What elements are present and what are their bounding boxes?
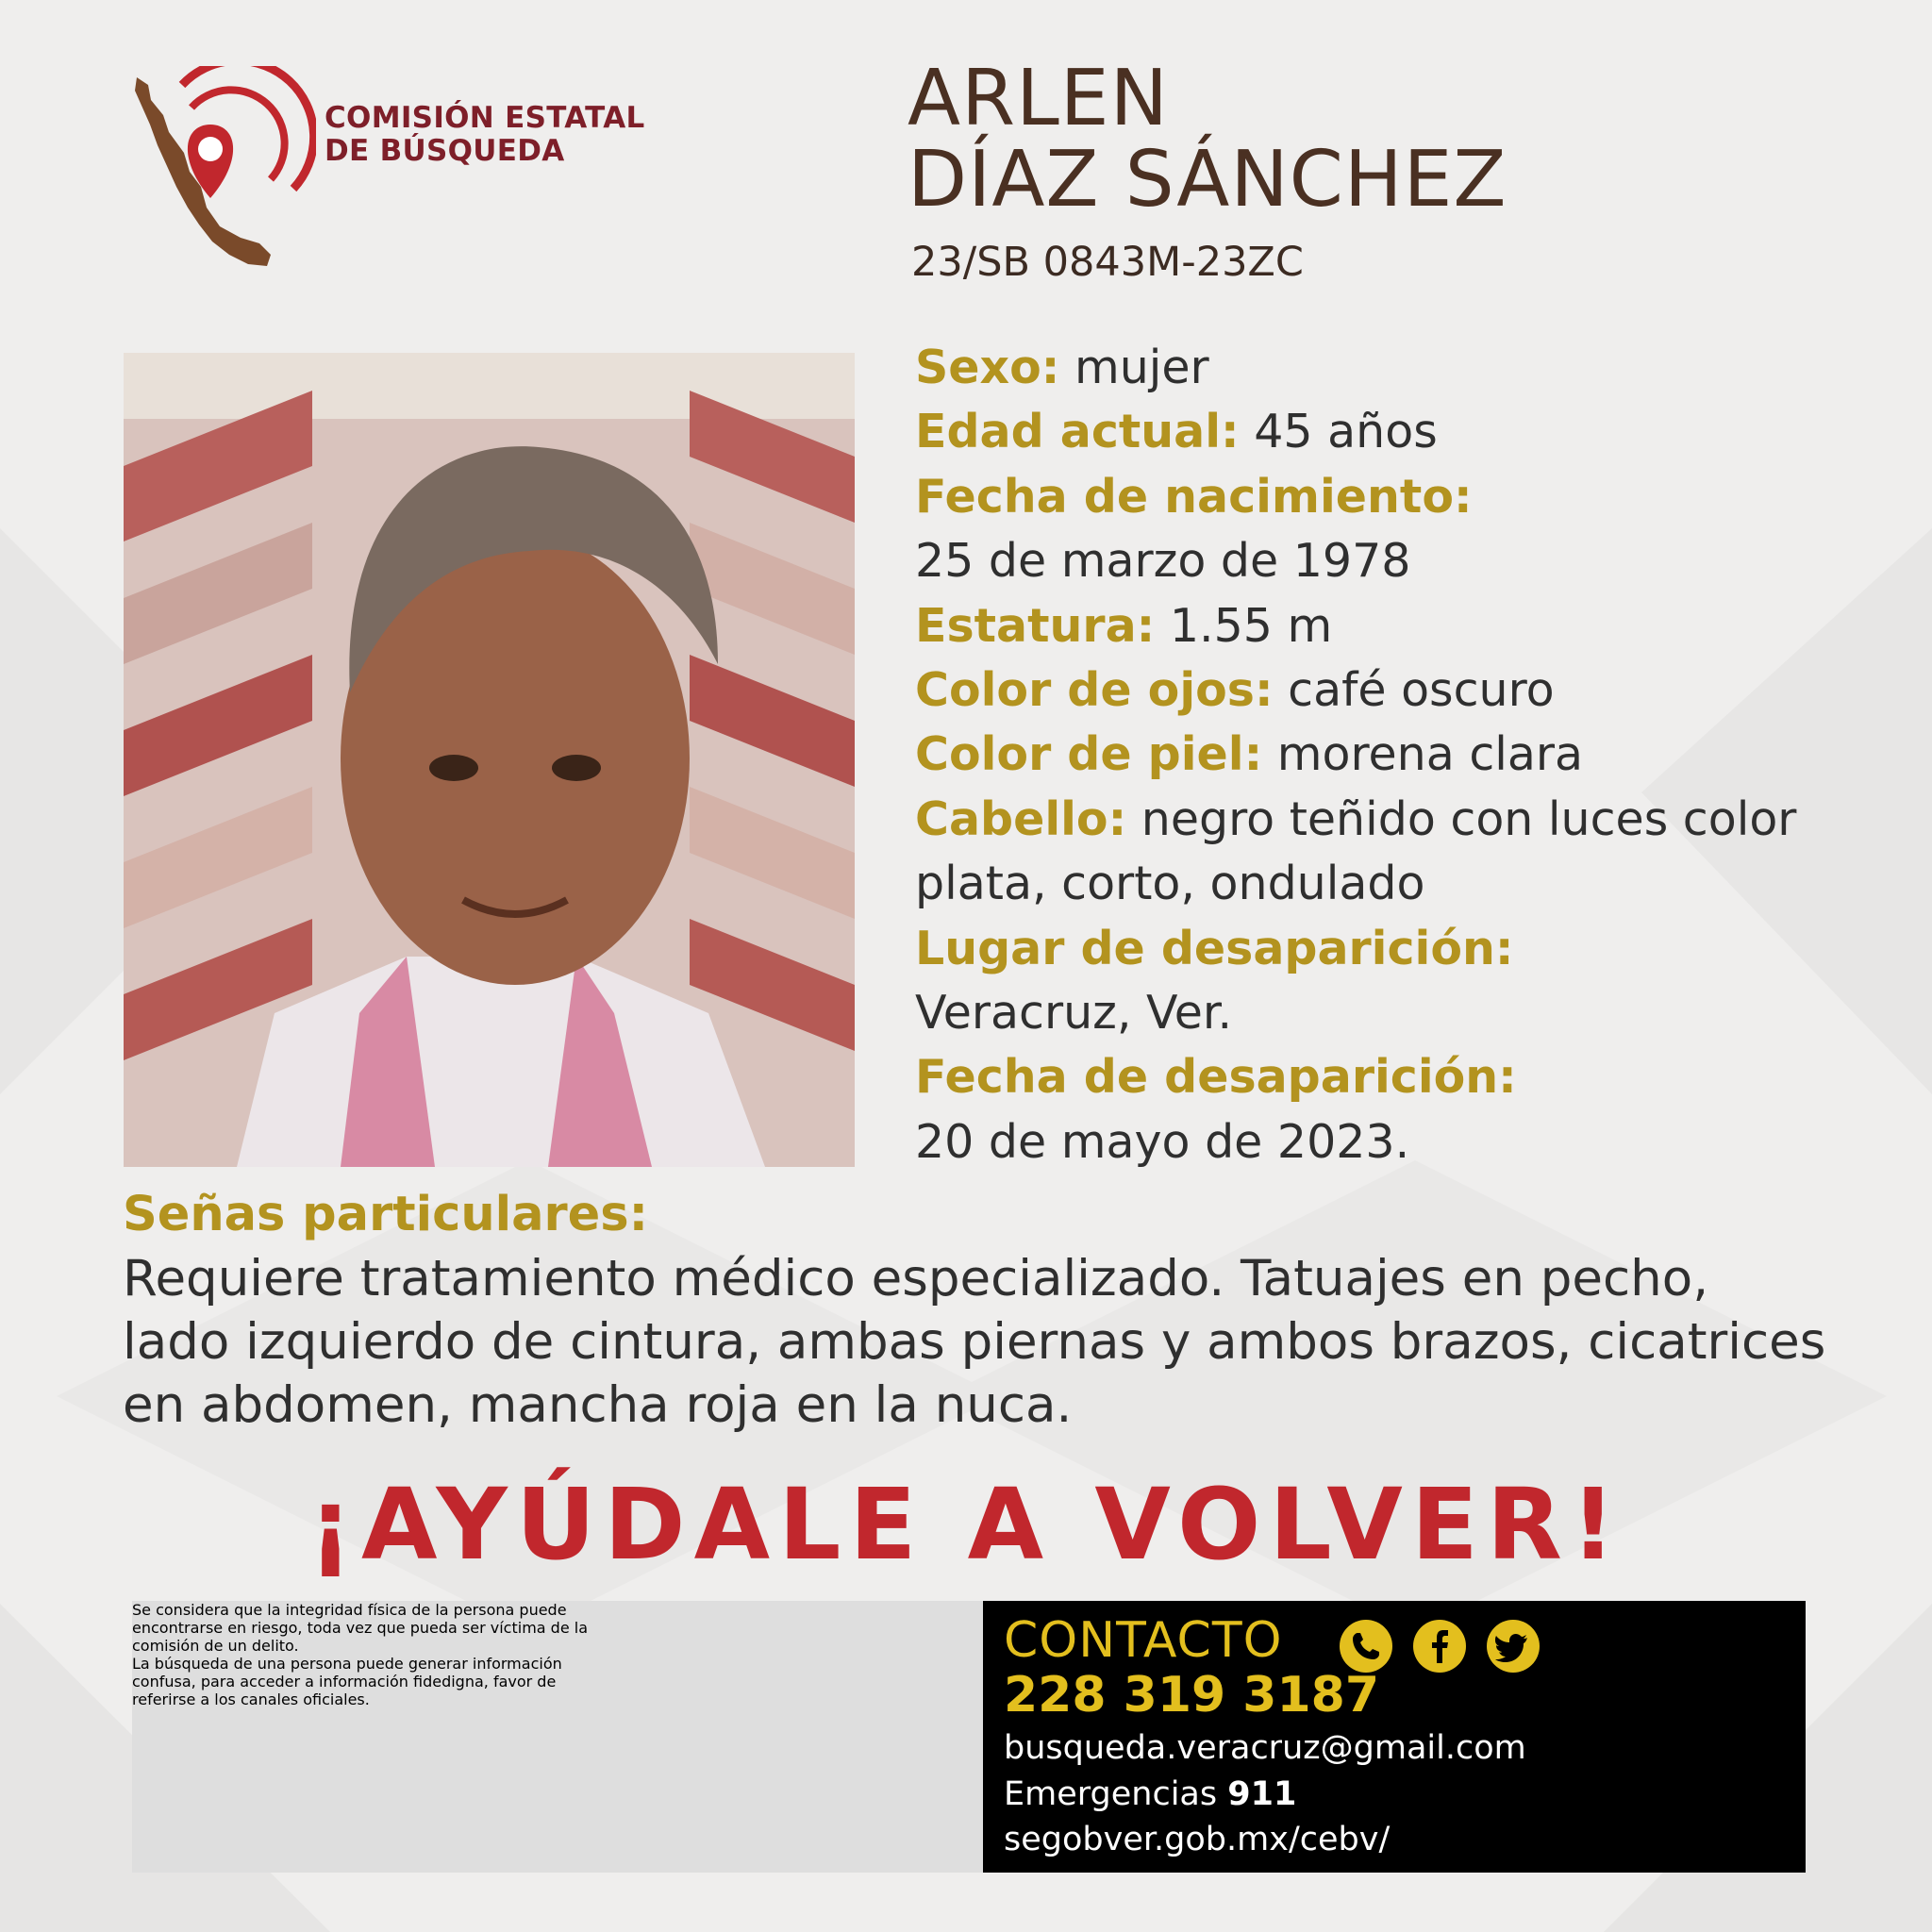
field-fecha-desaparicion-label-line <box>915 1045 1906 1109</box>
contact-phone[interactable]: 228 319 3187 <box>1004 1667 1380 1724</box>
disclaimer-line: Se considera que la integridad física de la persona puede <box>132 1601 567 1619</box>
field-label: Cabello: <box>915 791 1127 846</box>
field-value: 1.55 m <box>1169 598 1333 653</box>
field-lugar-value: Veracruz, Ver. <box>915 986 1233 1041</box>
senas-line: Requiere tratamiento médico especializado. Tatuajes en pecho, <box>123 1250 1709 1307</box>
disclaimer-line: referirse a los canales oficiales. <box>132 1690 370 1708</box>
field-label: Estatura: <box>915 598 1156 653</box>
field-label: Sexo: <box>915 341 1060 394</box>
senas-line: lado izquierdo de cintura, ambas piernas y ambos brazos, cicatrices <box>123 1313 1826 1371</box>
senas-title: Señas particulares: <box>123 1187 649 1242</box>
disclaimer-line: La búsqueda de una persona puede generar información <box>132 1655 562 1673</box>
field-cabello-continued: plata, corto, ondulado <box>915 857 1425 911</box>
person-name <box>908 54 1507 225</box>
disclaimer-line: comisión de un delito. <box>132 1637 299 1655</box>
emergencias-number[interactable]: 911 <box>1227 1775 1297 1813</box>
field-label: Color de ojos: <box>915 663 1274 718</box>
commission-logo-icon <box>127 66 316 269</box>
field-label: Edad actual: <box>915 405 1240 459</box>
senas-line: en abdomen, mancha roja en la nuca. <box>123 1376 1073 1434</box>
field-piel <box>915 723 1906 787</box>
field-value: negro teñido con luces color <box>1141 791 1797 846</box>
contact-website[interactable]: segobver.gob.mx/cebv/ <box>1004 1821 1391 1858</box>
organization-name-line2: DE BÚSQUEDA <box>325 134 565 168</box>
field-label: Lugar de desaparición: <box>915 921 1514 975</box>
field-estatura <box>915 594 1906 658</box>
person-first-name: ARLEN <box>908 54 1169 143</box>
field-lugar-label-line <box>915 917 1906 981</box>
field-value: 45 años <box>1254 405 1438 459</box>
organization-name <box>325 102 645 168</box>
call-to-action: ¡AYÚDALE A VOLVER! <box>308 1467 1624 1582</box>
field-fecha-desaparicion-value: 20 de mayo de 2023. <box>915 1114 1410 1169</box>
person-details <box>915 336 1906 1174</box>
field-label: Fecha de desaparición: <box>915 1050 1517 1105</box>
field-sexo <box>915 336 1906 400</box>
case-id: 23/SB 0843M-23ZC <box>911 239 1304 286</box>
facebook-icon[interactable] <box>1413 1620 1466 1673</box>
field-value: mujer <box>1074 341 1209 394</box>
field-label: Color de piel: <box>915 727 1263 782</box>
senas-text <box>123 1247 1915 1437</box>
contact-email[interactable]: busqueda.veracruz@gmail.com <box>1004 1729 1526 1767</box>
field-ojos <box>915 658 1906 723</box>
field-value: morena clara <box>1276 727 1584 782</box>
contact-title: CONTACTO <box>1004 1612 1283 1669</box>
contact-box <box>983 1601 1806 1873</box>
phone-icon[interactable] <box>1340 1620 1392 1673</box>
disclaimer-line: encontrarse en riesgo, toda vez que pueda ser víctima de la <box>132 1619 589 1637</box>
contact-emergencias <box>1004 1775 1296 1813</box>
person-photo <box>124 353 855 1167</box>
field-edad <box>915 400 1906 464</box>
person-last-name: DÍAZ SÁNCHEZ <box>908 135 1507 225</box>
emergencias-label: Emergencias <box>1004 1775 1218 1813</box>
field-nacimiento-value: 25 de marzo de 1978 <box>915 534 1411 589</box>
twitter-icon[interactable] <box>1487 1620 1540 1673</box>
field-value: café oscuro <box>1288 663 1555 718</box>
field-cabello <box>915 788 1906 852</box>
disclaimer-line: confusa, para acceder a información fidedigna, favor de <box>132 1673 557 1690</box>
field-label: Fecha de nacimiento: <box>915 469 1473 524</box>
organization-name-line1: COMISIÓN ESTATAL <box>325 101 645 135</box>
disclaimer-box <box>132 1601 983 1873</box>
field-nacimiento-label-line <box>915 465 1906 529</box>
